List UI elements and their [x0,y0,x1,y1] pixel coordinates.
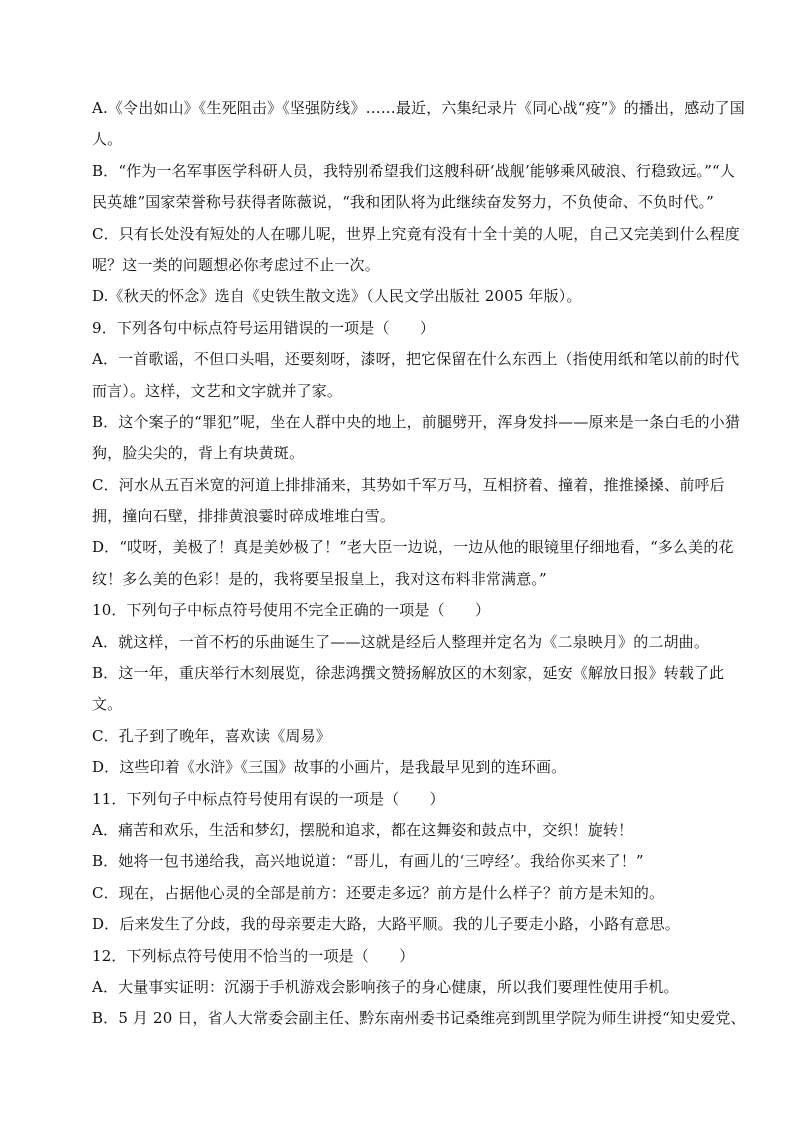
text-line: B．她将一包书递给我，高兴地说道：“哥儿，有画儿的‘三哼经’。我给你买来了！” [92,852,644,871]
text-line: A．痛苦和欢乐，生活和梦幻，摆脱和追求，都在这舞姿和鼓点中，交织！旋转！ [92,820,634,839]
text-line: A．就这样，一首不朽的乐曲诞生了——这就是经后人整理并定名为《二泉映月》的二胡曲。 [92,632,709,651]
text-line: B．这一年，重庆举行木刻展览，徐悲鸿撰文赞扬解放区的木刻家，延安《解放日报》转载了此 [92,664,725,683]
question-heading: 11．下列句子中标点符号使用有误的一项是（ ） [92,789,445,808]
text-line: 而言）。这样，文艺和文字就并了家。 [92,381,343,400]
text-line: 呢？这一类的问题想必你考虑过不止一次。 [92,255,380,274]
question-heading: 9．下列各句中标点符号运用错误的一项是（ ） [92,318,435,337]
text-line: B．“作为一名军事医学科研人员，我特别希望我们这艘科研‘战舰’能够乘风破浪、行稳致远。”“人 [92,161,735,180]
text-line: 纹！多么美的色彩！是的，我将要呈报皇上，我对这布料非常满意。” [92,569,547,588]
text-line: A．一首歌谣，不但口头唱，还要刻呀，漆呀，把它保留在什么东西上（指使用纸和笔以前的时代 [92,350,740,369]
text-line: D.《秋天的怀念》选自《史铁生散文选》（人民文学出版社 2005 年版）。 [92,287,582,306]
text-line: 民英雄”国家荣誉称号获得者陈薇说，“我和团队将为此继续奋发努力，不负使命、不负时代。” [92,193,714,212]
text-line: C．河水从五百米宽的河道上排排涌来，其势如千军万马，互相挤着、撞着，推推搡搡、前呼后 [92,475,725,494]
question-heading: 12．下列标点符号使用不恰当的一项是（ ） [92,946,415,965]
text-line: C．只有长处没有短处的人在哪儿呢，世界上究竟有没有十全十美的人呢，自己又完美到什么程度 [92,224,740,243]
text-line: 人。 [92,130,123,149]
text-line: C．孔子到了晚年，喜欢读《周易》 [92,726,331,745]
text-line: D．这些印着《水浒》《三国》故事的小画片，是我最早见到的连环画。 [92,758,567,777]
text-line: 拥，撞向石壁，排排黄浪霎时碎成堆堆白雪。 [92,507,396,526]
text-line: 狗，脸尖尖的，背上有块黄斑。 [92,444,305,463]
text-line: A．大量事实证明：沉溺于手机游戏会影响孩子的身心健康，所以我们要理性使用手机。 [92,977,679,996]
text-line: 文。 [92,695,123,714]
text-line: B．5 月 20 日，省人大常委会副主任、黔东南州委书记桑维亮到凯里学院为师生讲授“知史爱党、 [92,1009,746,1028]
question-heading: 10．下列句子中标点符号使用不完全正确的一项是（ ） [92,601,491,620]
text-line: D．“哎呀，美极了！真是美妙极了！”老大臣一边说，一边从他的眼镜里仔细地看，“多么美的花 [92,538,734,557]
text-line: B．这个案子的“罪犯”呢，坐在人群中央的地上，前腿劈开，浑身发抖——原来是一条白毛的小猎 [92,412,740,431]
text-line: D．后来发生了分歧，我的母亲要走大路，大路平顺。我的儿子要走小路，小路有意思。 [92,915,680,934]
text-line: A.《令出如山》《生死阻击》《坚强防线》……最近，六集纪录片《同心战“疫”》的播出，感动了国 [92,99,745,117]
document-page [92,93,746,1035]
text-line: C．现在，占据他心灵的全部是前方：还要走多远？前方是什么样子？前方是未知的。 [92,883,665,902]
